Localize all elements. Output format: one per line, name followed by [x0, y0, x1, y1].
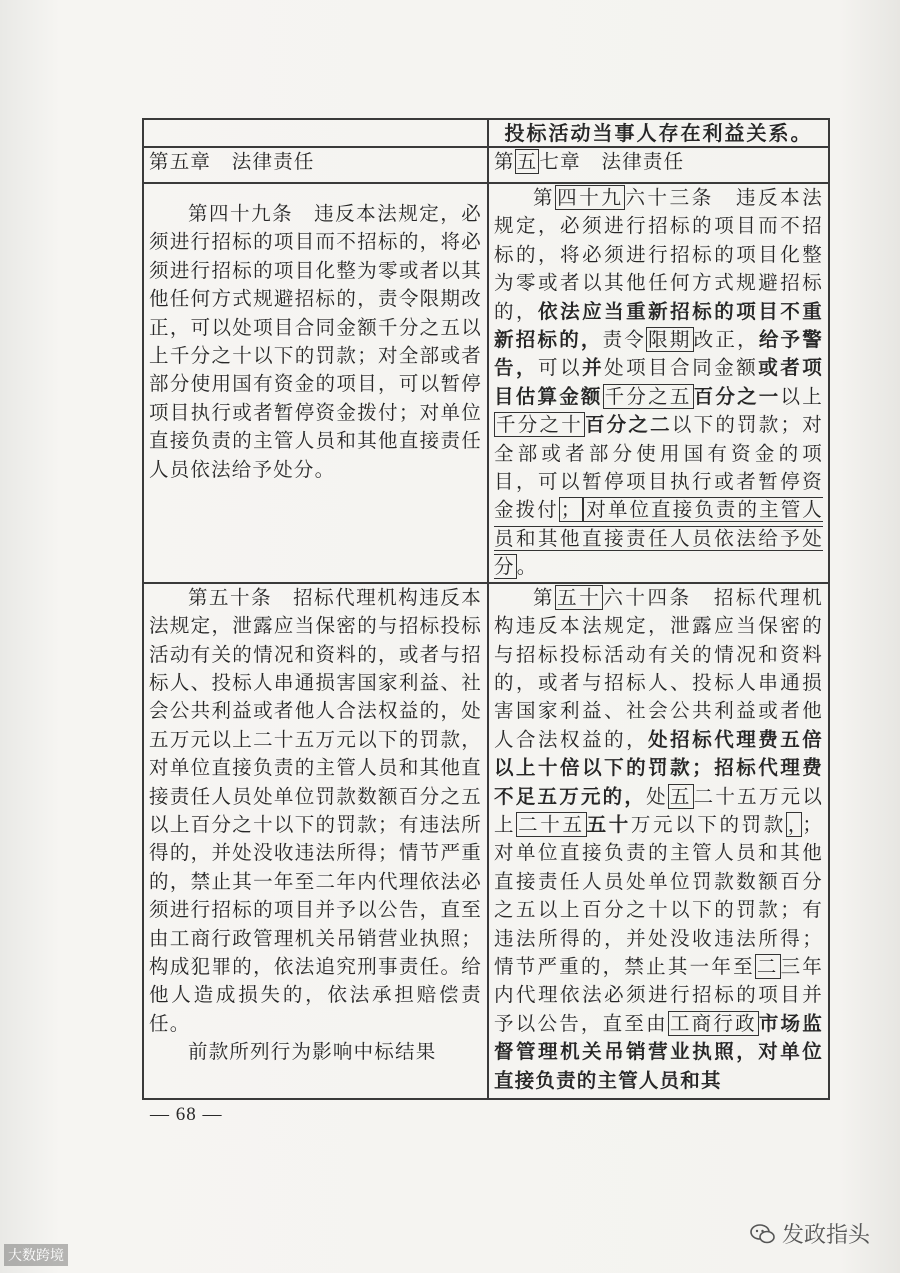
comparison-table [142, 118, 830, 1100]
right-article63-text: 第 四十九 六十三条 违反本法规定，必须进行招标的项目而不招标的，将必须进行招标的项目化整为零或者以其他任何方式规避招标的，依法应当重新招标的项目不重新招标的，责令 限期 改正，给予警告，可以并处项目合同金额或者项目估算金额 千分之五 百分之一以上千分之十 百分之二以下的罚款；对全部或者部分使用国有资金的项目，可以暂停项目执行或者暂停资金拨付 ； 对单位直接负责的主管人员和其他直接责任人员依法给予处分 。 [494, 186, 824, 579]
cell-right-article63 [488, 183, 829, 583]
left-article49-text: 第四十九条 违反本法规定，必须进行招标的项目而不招标的，将必须进行招标的项目化整为零或者以其他任何方式规避招标的，责令限期改正，可以处项目合同金额千分之五以上千分之十以下的罚款；对全部或者部分使用国有资金的项目，可以暂停项目执行或者暂停资金拨付；对单位直接负责的主管人员和其他直接责任人员依法给予处分。 [149, 202, 482, 481]
cell-left-article50 [143, 583, 488, 1099]
table-row [143, 147, 829, 183]
top-right-text: 投标活动当事人存在利益关系。 [504, 121, 813, 145]
header-left: 第五章 法律责任 [143, 147, 488, 183]
table-row [143, 583, 829, 1099]
left-article50-text: 第五十条 招标代理机构违反本法规定，泄露应当保密的与招标投标活动有关的情况和资料的，或者与招标人、投标人串通损害国家利益、社会公共利益或者他人合法权益的，处五万元以上二十五万元以下的罚款，对单位直接负责的主管人员和其他直接责任人员处单位罚款数额百分之五以上百分之十以下的罚款；有违法所得的，并处没收违法所得；情节严重的，禁止其一年至二年内代理依法必须进行招标的项目并予以公告，直至由工商行政管理机关吊销营业执照；构成犯罪的，依法追究刑事责任。给他人造成损失的，依法承担赔偿责任。 [149, 585, 482, 1035]
wechat-icon [750, 1223, 776, 1245]
cell-empty [143, 119, 488, 147]
table-row [143, 183, 829, 583]
page-number: — 68 — [150, 1104, 223, 1125]
header-right: 第 五 七章 法律责任 [488, 147, 829, 183]
table-row [143, 119, 829, 147]
cell-left-article49 [143, 183, 488, 583]
left-article50-tail: 前款所列行为影响中标结果 [188, 1040, 437, 1064]
right-article64-text: 第 五十 六十四条 招标代理机构违反本法规定，泄露应当保密的与招标投标活动有关的情况和资料的，或者与招标人、投标人串通损害国家利益、社会公共利益或者他人合法权益的，处招标代理费五倍以上十倍以下的罚款；招标代理费不足五万元的，处 五 二十五万元以上 二十五 五十万元以下的罚款 ， ；对单位直接负责的主管人员和其他直接责任人员处单位罚款数额百分之五以上百分之十以下的罚款；有违法所得的，并处没收违法所得；情节严重的，禁止其一年至 二 三年内代理依法必须进行招标的项目并予以公告，直至由 工商行政 市场监督管理机关吊销营业执照，对单位直接负责的主管人员和其 [494, 585, 824, 1092]
cell-top-right [488, 119, 829, 147]
cell-right-article64 [488, 583, 829, 1099]
watermark-right-text: 发政指头 [782, 1223, 871, 1248]
watermark-right [750, 1218, 870, 1249]
watermark-left: 大数跨境 [4, 1244, 68, 1266]
